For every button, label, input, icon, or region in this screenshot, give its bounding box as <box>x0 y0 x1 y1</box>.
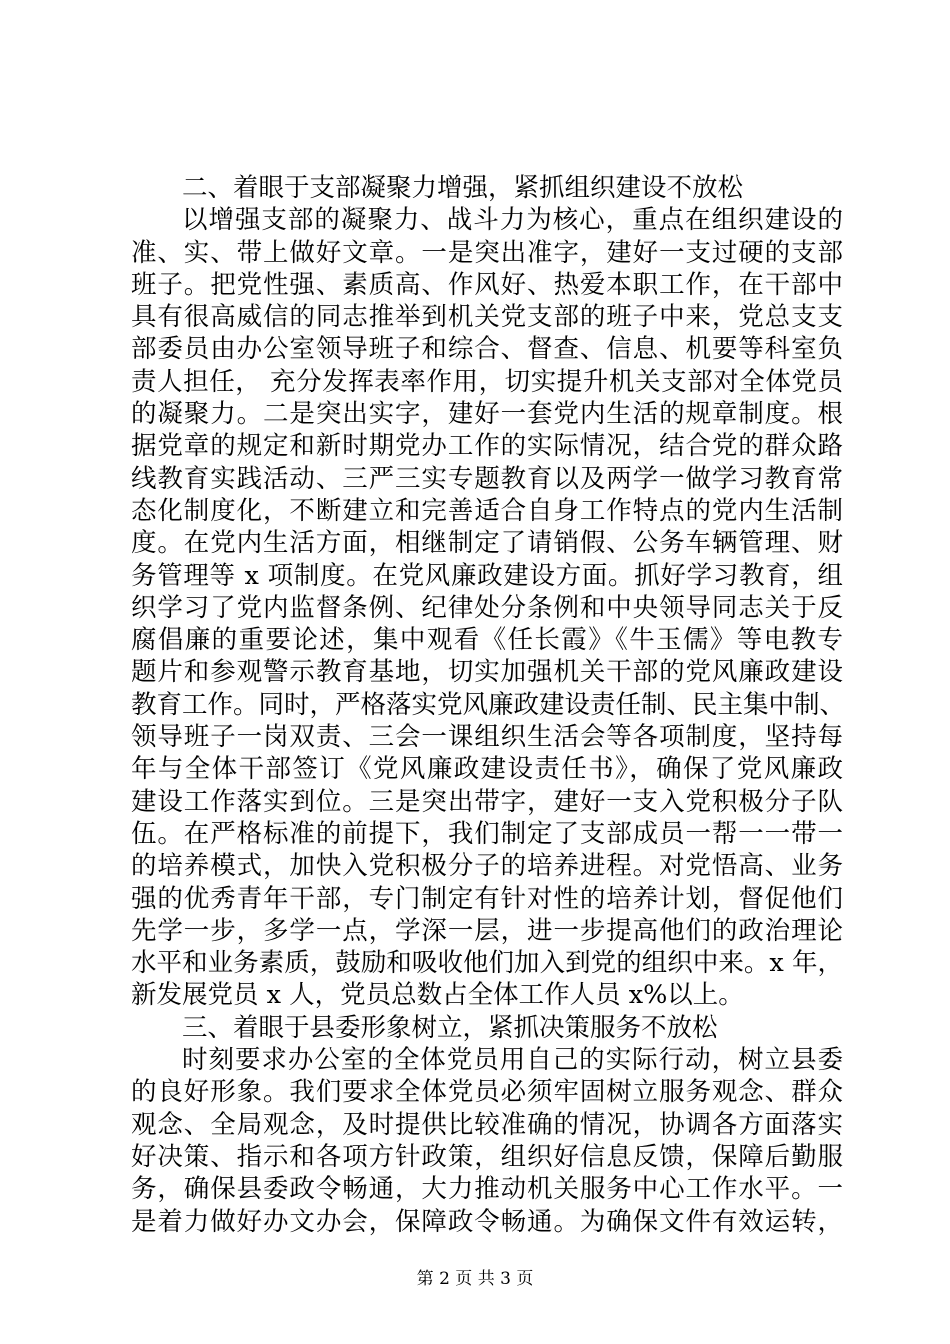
text-line: 以增强支部的凝聚力、战斗力为核心，重点在组织建设的 <box>182 205 843 236</box>
text-line: 教育工作。同时，严格落实党风廉政建设责任制、民主集中制、 <box>131 689 846 720</box>
text-line: 强的优秀青年干部，专门制定有针对性的培养计划，督促他们 <box>131 883 843 914</box>
text-line: 伍。在严格标准的前提下，我们制定了支部成员一帮一一带一 <box>131 818 843 849</box>
text-line: 度。在党内生活方面，相继制定了请销假、公务车辆管理、财 <box>131 528 843 559</box>
text-line: 准、实、带上做好文章。一是突出准字，建好一支过硬的支部 <box>131 237 843 268</box>
text-line: 务管理等 x 项制度。在党风廉政建设方面。抓好学习教育，组 <box>131 560 843 591</box>
text-line: 腐倡廉的重要论述，集中观看《任长霞》《牛玉儒》等电教专 <box>131 625 843 656</box>
text-line: 务，确保县委政令畅通，大力推动机关服务中心工作水平。一 <box>131 1174 843 1205</box>
text-line: 的培养模式，加快入党积极分子的培养进程。对党悟高、业务 <box>131 851 843 882</box>
text-line: 题片和参观警示教育基地，切实加强机关干部的党风廉政建设 <box>131 657 843 688</box>
text-line: 态化制度化，不断建立和完善适合自身工作特点的党内生活制 <box>131 495 843 526</box>
text-line: 的良好形象。我们要求全体党员必须牢固树立服务观念、群众 <box>131 1077 843 1108</box>
body-text <box>131 172 846 1238</box>
text-line: 建设工作落实到位。三是突出带字，建好一支入党积极分子队 <box>131 786 843 817</box>
page-footer: 第 2 页 共 3 页 <box>416 1269 534 1289</box>
text-line: 部委员由办公室领导班子和综合、督查、信息、机要等科室负 <box>131 334 843 365</box>
text-line: 水平和业务素质，鼓励和吸收他们加入到党的组织中来。x 年， <box>131 948 843 979</box>
text-line: 线教育实践活动、三严三实专题教育以及两学一做学习教育常 <box>131 463 843 494</box>
text-line: 责人担任， 充分发挥表率作用，切实提升机关支部对全体党员 <box>131 366 843 397</box>
text-line: 时刻要求办公室的全体党员用自己的实际行动，树立县委 <box>182 1045 843 1076</box>
text-line: 是着力做好办文办会，保障政令畅通。为确保文件有效运转， <box>131 1206 843 1237</box>
text-line: 年与全体干部签订《党风廉政建设责任书》，确保了党风廉政 <box>131 754 843 785</box>
text-line: 的凝聚力。二是突出实字，建好一套党内生活的规章制度。根 <box>131 399 843 430</box>
text-line: 具有很高威信的同志推举到机关党支部的班子中来，党总支支 <box>131 302 843 333</box>
text-line: 观念、全局观念，及时提供比较准确的情况，协调各方面落实 <box>131 1109 843 1140</box>
text-line: 先学一步，多学一点，学深一层，进一步提高他们的政治理论 <box>131 915 843 946</box>
text-line: 好决策、指示和各项方针政策，组织好信息反馈，保障后勤服 <box>131 1141 843 1172</box>
text-line: 织学习了党内监督条例、纪律处分条例和中央领导同志关于反 <box>131 592 843 623</box>
text-line: 领导班子一岗双责、三会一课组织生活会等各项制度，坚持每 <box>131 722 843 753</box>
text-line: 班子。把党性强、素质高、作风好、热爱本职工作，在干部中 <box>131 269 843 300</box>
text-line: 新发展党员 x 人，党员总数占全体工作人员 x%以上。 <box>131 980 744 1011</box>
text-line: 据党章的规定和新时期党办工作的实际情况，结合党的群众路 <box>131 431 843 462</box>
text-line: 三、着眼于县委形象树立，紧抓决策服务不放松 <box>182 1012 718 1043</box>
text-line: 二、着眼于支部凝聚力增强，紧抓组织建设不放松 <box>182 173 744 203</box>
